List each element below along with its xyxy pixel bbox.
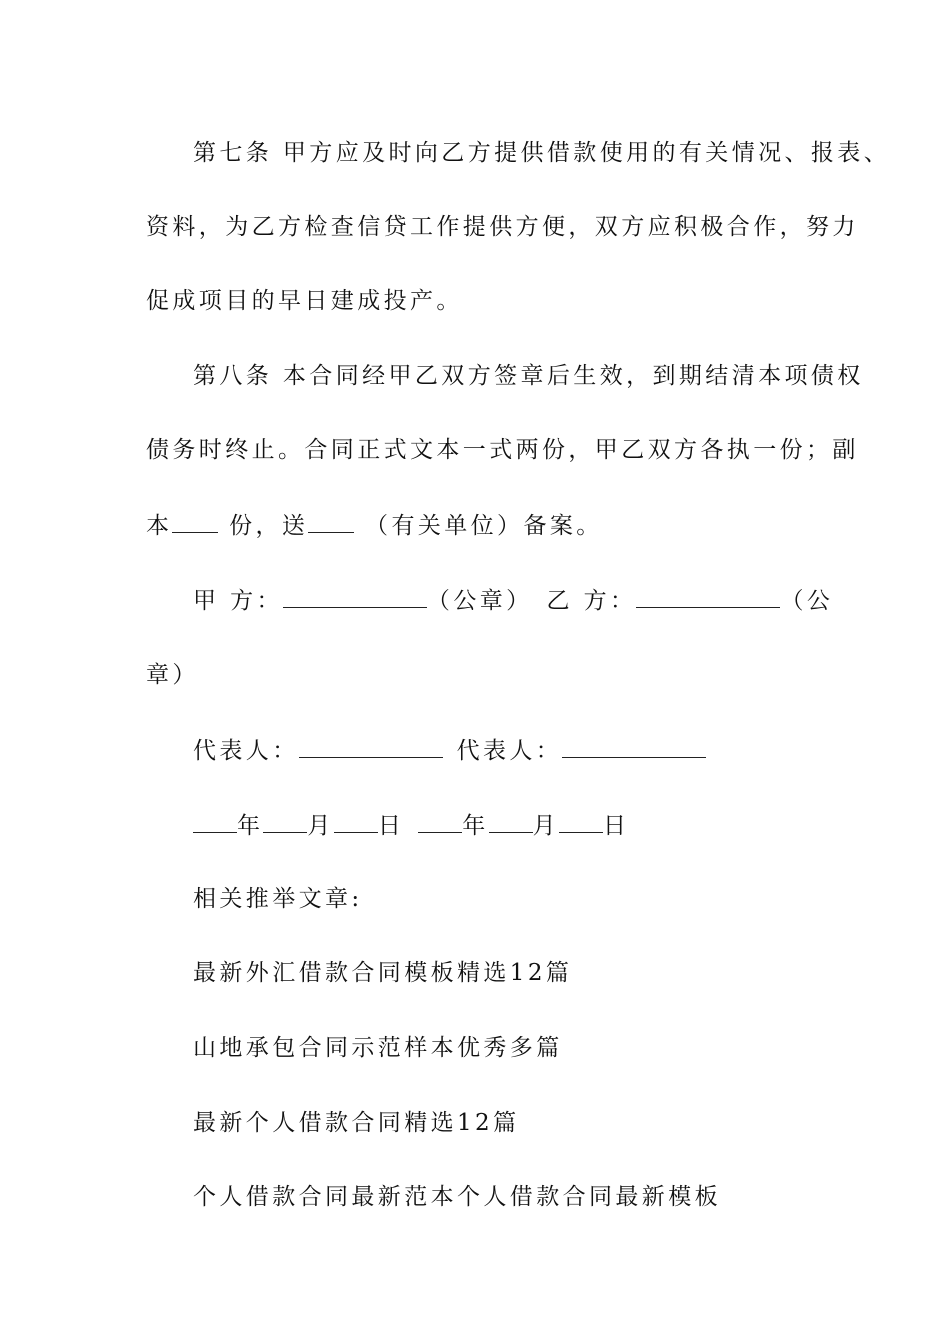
- filing-text: （有关单位）备案。: [354, 513, 603, 539]
- month-label: 月: [307, 813, 334, 839]
- party-b-seal-part2: 章）: [146, 662, 199, 688]
- party-b-label: 乙 方：: [546, 588, 637, 614]
- related-link[interactable]: 个人借款合同最新范本个人借款合同最新模板: [193, 1184, 721, 1210]
- article-7-line-3: 促成项目的早日建成投产。: [146, 288, 463, 314]
- related-link[interactable]: 山地承包合同示范样本优秀多篇: [193, 1035, 563, 1061]
- article-8-line-2: 债务时终止。合同正式文本一式两份，甲乙双方各执一份；副: [146, 437, 859, 463]
- party-a-blank[interactable]: [283, 585, 427, 608]
- article-7-line-2: 资料，为乙方检查信贷工作提供方便，双方应积极合作，努力: [146, 214, 859, 240]
- rep-b-blank[interactable]: [562, 735, 706, 758]
- article-8-line-1: 第八条 本合同经甲乙双方签章后生效，到期结清本项债权: [193, 363, 864, 389]
- rep-b-label: 代表人：: [456, 738, 563, 764]
- day-label: 日: [603, 813, 630, 839]
- date-a-month-blank[interactable]: [263, 810, 307, 833]
- recipient-blank[interactable]: [308, 510, 354, 533]
- party-a-label: 甲 方：: [193, 588, 283, 614]
- copies-count-blank[interactable]: [172, 510, 218, 533]
- party-b-blank[interactable]: [636, 585, 780, 608]
- date-b-day-blank[interactable]: [559, 810, 603, 833]
- related-link[interactable]: 最新个人借款合同精选12篇: [193, 1110, 520, 1136]
- article-8-line-3: [146, 510, 603, 541]
- month-label: 月: [532, 813, 560, 839]
- date-b-month-blank[interactable]: [489, 810, 533, 833]
- related-link[interactable]: 最新外汇借款合同模板精选12篇: [193, 960, 573, 986]
- party-line: [193, 585, 833, 616]
- rep-a-label: 代表人：: [193, 738, 299, 764]
- day-label: 日: [377, 813, 405, 839]
- party-a-seal: （公章）: [426, 588, 533, 614]
- year-label: 年: [462, 813, 489, 839]
- date-a-year-blank[interactable]: [193, 810, 237, 833]
- date-line: [193, 810, 629, 841]
- year-label: 年: [237, 813, 264, 839]
- copies-send-text: 份，送: [218, 513, 309, 539]
- rep-a-blank[interactable]: [299, 735, 443, 758]
- party-b-seal-part1: （公: [780, 588, 834, 614]
- representative-line: [193, 735, 706, 766]
- date-a-day-blank[interactable]: [334, 810, 378, 833]
- article-7-line-1: 第七条 甲方应及时向乙方提供借款使用的有关情况、报表、: [193, 140, 891, 166]
- copies-prefix: 本: [146, 513, 173, 539]
- related-heading: 相关推举文章:: [193, 886, 363, 912]
- date-b-year-blank[interactable]: [418, 810, 462, 833]
